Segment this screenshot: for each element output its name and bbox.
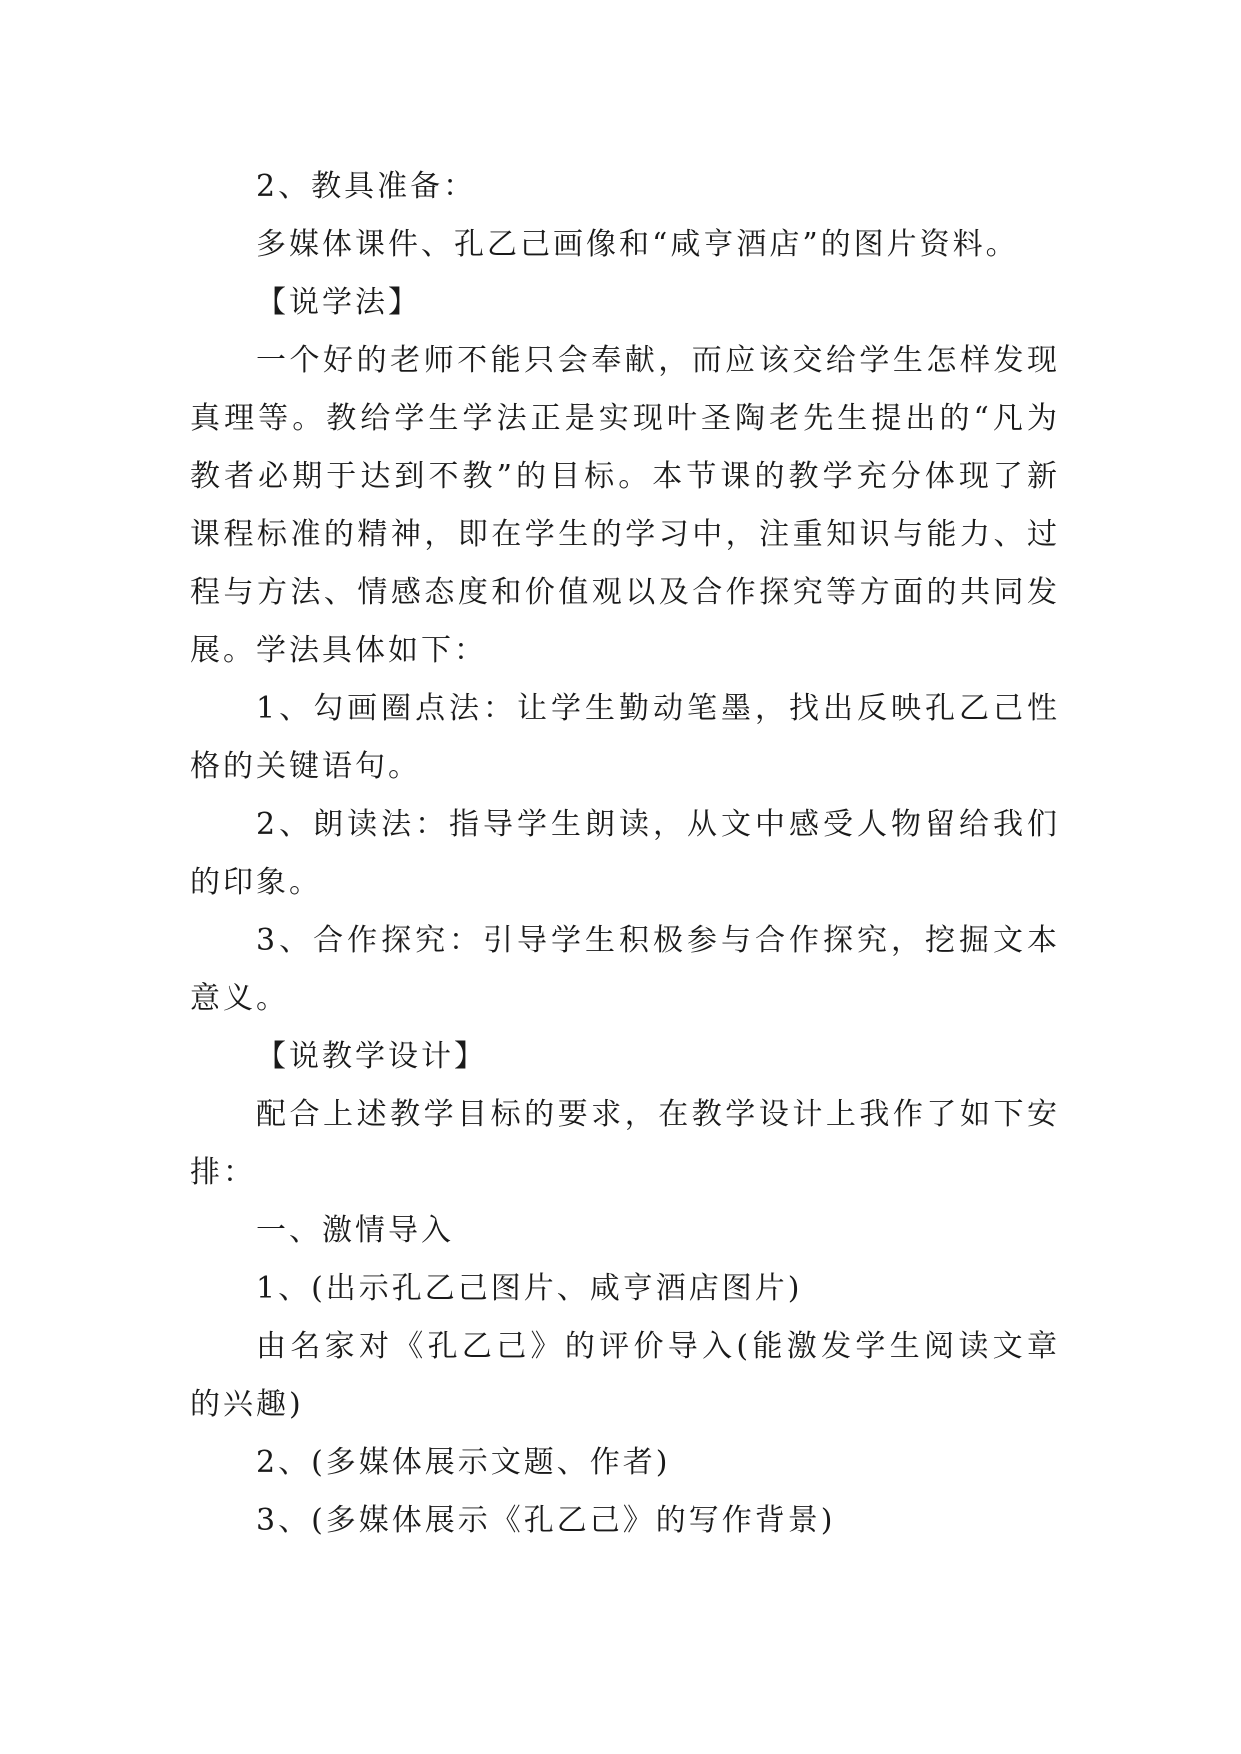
list-item-show-title-author: 2、(多媒体展示文题、作者) [256,1445,671,1480]
paragraph-method-cooperative: 3、合作探究：引导学生积极参与合作探究，挖掘文本意义。 [190,923,1060,1016]
section-heading-teaching-design: 【说教学设计】 [256,1039,487,1074]
paragraph-method-annotation: 1、勾画圈点法：让学生勤动笔墨，找出反映孔乙己性格的关键语句。 [190,691,1060,784]
paragraph-learning-methods-intro: 一个好的老师不能只会奉献，而应该交给学生怎样发现真理等。教给学生学法正是实现叶圣陶老先生提出的“凡为教者必期于达到不教”的目标。本节课的教学充分体现了新课程标准的精神，即在学生的学习中，注重知识与能力、过程与方法、情感态度和价值观以及合作探究等方面的共同发展。学法具体如下： [190,343,1060,668]
list-item-show-background: 3、(多媒体展示《孔乙己》的写作背景) [256,1503,836,1538]
paragraph-teaching-aids: 多媒体课件、孔乙己画像和“咸亨酒店”的图片资料。 [256,227,1019,262]
subheading-introduction: 一、激情导入 [256,1213,454,1248]
section-heading-learning-methods: 【说学法】 [256,285,421,320]
paragraph-teaching-aids-heading: 2、教具准备： [256,169,477,204]
document-body [190,158,1060,1550]
paragraph-design-intro: 配合上述教学目标的要求，在教学设计上我作了如下安排： [190,1097,1060,1190]
list-item-show-pictures: 1、(出示孔乙己图片、咸亨酒店图片) [256,1271,803,1306]
paragraph-critic-evaluation: 由名家对《孔乙己》的评价导入(能激发学生阅读文章的兴趣) [190,1329,1060,1422]
paragraph-method-reading: 2、朗读法：指导学生朗读，从文中感受人物留给我们的印象。 [190,807,1060,900]
